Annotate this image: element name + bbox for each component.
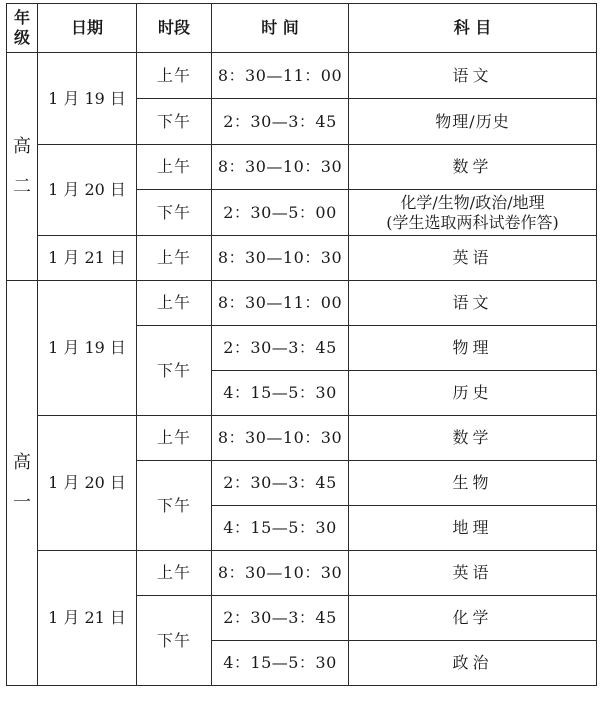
table-row [7, 145, 597, 190]
date-cell: 1 月 21 日 [38, 551, 137, 686]
grade-label-line2: 一 [13, 492, 31, 513]
date-cell: 1 月 20 日 [38, 145, 137, 236]
header-subject: 科 目 [349, 4, 597, 53]
period-cell: 上午 [137, 281, 212, 326]
subject-cell: 物理/历史 [349, 99, 597, 145]
time-cell: 8：30—10：30 [212, 551, 349, 596]
header-grade [7, 4, 38, 53]
period-cell: 下午 [137, 99, 212, 145]
time-cell: 4：15—5：30 [212, 641, 349, 686]
table-row [7, 281, 597, 326]
time-cell: 8：30—10：30 [212, 145, 349, 190]
subject-cell: 地理 [349, 506, 597, 551]
period-cell: 上午 [137, 53, 212, 99]
grade-cell-g2 [7, 53, 38, 281]
period-cell: 下午 [137, 326, 212, 416]
subject-cell: 历史 [349, 371, 597, 416]
table-row [7, 551, 597, 596]
time-cell: 4：15—5：30 [212, 506, 349, 551]
date-cell: 1 月 20 日 [38, 416, 137, 551]
subject-cell: 数学 [349, 145, 597, 190]
subject-cell: 语文 [349, 53, 597, 99]
time-cell: 2：30—3：45 [212, 596, 349, 641]
date-cell: 1 月 19 日 [38, 53, 137, 145]
time-cell: 2：30—5：00 [212, 190, 349, 236]
grade-label-line2: 二 [13, 175, 31, 197]
period-cell: 上午 [137, 551, 212, 596]
header-grade-line1: 年 [13, 8, 30, 27]
period-cell: 下午 [137, 596, 212, 686]
header-date: 日期 [38, 4, 137, 53]
grade-label-line1: 高 [13, 452, 31, 473]
table-row [7, 236, 597, 281]
subject-cell: 物理 [349, 326, 597, 371]
date-cell: 1 月 21 日 [38, 236, 137, 281]
table-row [7, 53, 597, 99]
exam-schedule-table [6, 3, 597, 686]
header-row [7, 4, 597, 53]
table-row [7, 416, 597, 461]
period-cell: 下午 [137, 461, 212, 551]
grade-label-line1: 高 [13, 135, 31, 157]
period-cell: 上午 [137, 416, 212, 461]
time-cell: 2：30—3：45 [212, 326, 349, 371]
header-grade-line2: 级 [13, 28, 30, 47]
date-cell: 1 月 19 日 [38, 281, 137, 416]
subject-cell: 政治 [349, 641, 597, 686]
subject-cell: 生物 [349, 461, 597, 506]
time-cell: 8：30—11：00 [212, 281, 349, 326]
subject-cell [349, 190, 597, 236]
time-cell: 8：30—10：30 [212, 236, 349, 281]
subject-line2: (学生选取两科试卷作答) [386, 212, 559, 232]
subject-cell: 语文 [349, 281, 597, 326]
subject-cell: 英语 [349, 236, 597, 281]
subject-cell: 化学 [349, 596, 597, 641]
time-cell: 8：30—10：30 [212, 416, 349, 461]
subject-cell: 数学 [349, 416, 597, 461]
period-cell: 上午 [137, 236, 212, 281]
header-period: 时段 [137, 4, 212, 53]
subject-cell: 英语 [349, 551, 597, 596]
time-cell: 2：30—3：45 [212, 461, 349, 506]
header-time: 时 间 [212, 4, 349, 53]
grade-cell-g1 [7, 281, 38, 686]
time-cell: 2：30—3：45 [212, 99, 349, 145]
time-cell: 4：15—5：30 [212, 371, 349, 416]
subject-line1: 化学/生物/政治/地理 [400, 192, 545, 212]
time-cell: 8：30—11：00 [212, 53, 349, 99]
period-cell: 上午 [137, 145, 212, 190]
period-cell: 下午 [137, 190, 212, 236]
